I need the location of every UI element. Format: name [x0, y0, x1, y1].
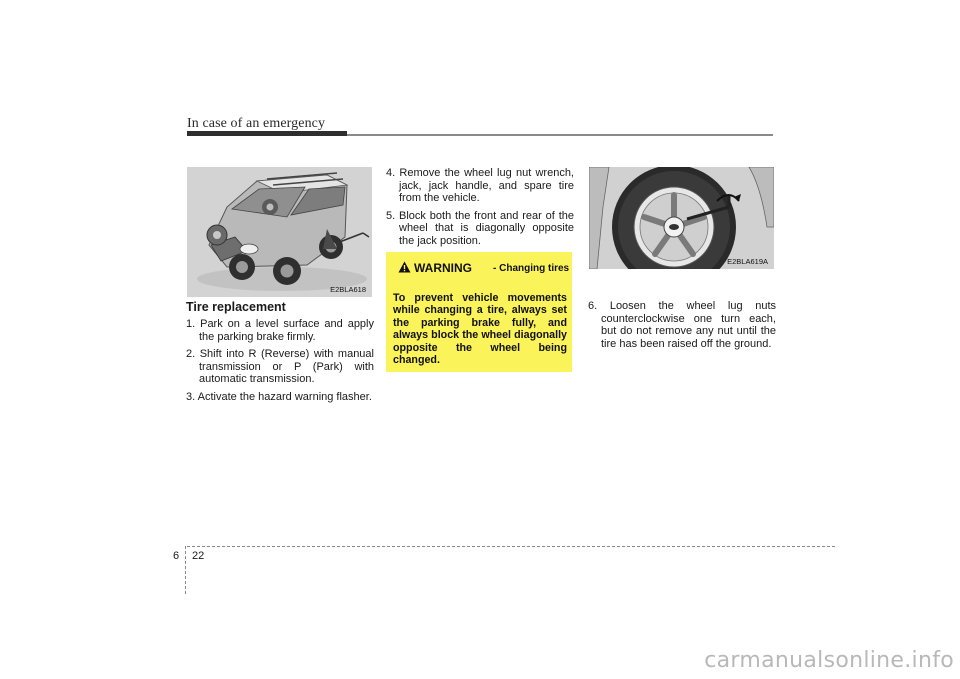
warning-text: To prevent vehicle movements while changing a tire, always set the parking brake fully, and always block the wheel diagonally opposite the wheel being changed. — [393, 292, 567, 367]
footer-rule — [187, 546, 835, 547]
left-step-list — [186, 318, 374, 403]
warning-label: WARNING — [414, 261, 472, 275]
step-6: 6. Loosen the wheel lug nuts counterclockwise one turn each, but do not remove any nut until the tire has been raised off the ground. — [588, 300, 776, 350]
page-number: 22 — [192, 550, 205, 562]
middle-step-list — [386, 167, 574, 247]
step-1: 1. Park on a level surface and apply the parking brake firmly. — [186, 318, 374, 343]
figure-code: E2BLA618 — [330, 285, 366, 294]
header-accent-bar — [187, 131, 347, 136]
warning-subtitle: - Changing tires — [493, 263, 570, 274]
section-title: In case of an emergency — [187, 116, 326, 131]
warning-triangle-icon — [398, 261, 411, 273]
step-5: 5. Block both the front and rear of the wheel that is diagonally opposite the jack position. — [386, 209, 574, 247]
suv-drawing — [187, 167, 372, 297]
figure-code: E2BLA619A — [727, 257, 768, 266]
watermark: carmanualsonline.info — [704, 648, 954, 673]
section-heading: Tire replacement — [186, 300, 286, 314]
step-4: 4. Remove the wheel lug nut wrench, jack, jack handle, and spare tire from the vehicle. — [386, 167, 574, 204]
right-step-list — [588, 300, 776, 350]
step-3: 3. Activate the hazard warning flasher. — [186, 390, 372, 403]
warning-box — [386, 252, 572, 372]
wheel-drawing — [589, 167, 774, 269]
step-2: 2. Shift into R (Reverse) with manual transmission or P (Park) with automatic transmission. — [186, 348, 374, 385]
suv-on-jack-illustration — [187, 167, 372, 297]
chapter-number: 6 — [173, 550, 180, 562]
wheel-lug-wrench-illustration — [589, 167, 774, 269]
footer-vertical-rule — [185, 546, 186, 594]
